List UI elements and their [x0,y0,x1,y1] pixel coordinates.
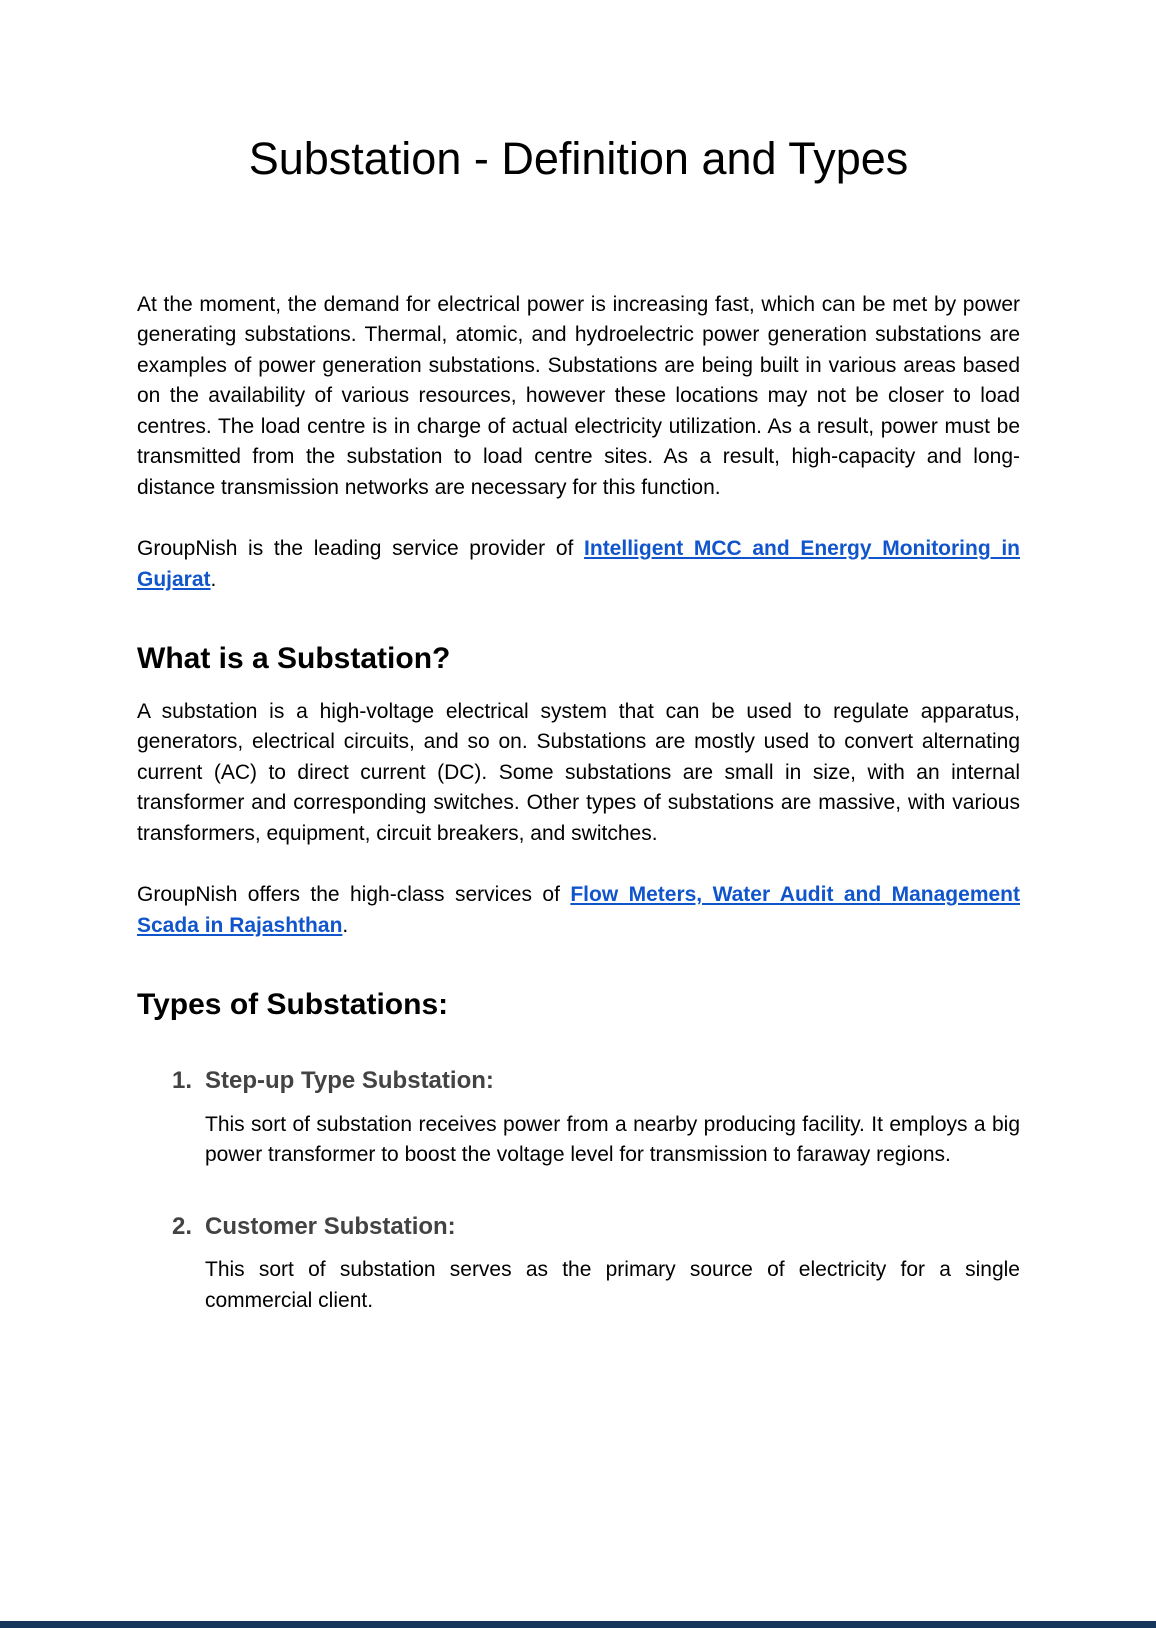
promo1-prefix: GroupNish is the leading service provider of [137,537,585,561]
document-page [0,132,1156,1316]
heading-what-is-a-substation: What is a Substation? [137,641,451,675]
intro-paragraph: At the moment, the demand for electrical power is increasing fast, which can be met by power generating substations. Thermal, atomic, and hydroelectric power generation substations are examples of power generation substations. Substations are being built in various areas based on the availability of various resources, however these locations may not be closer to load centres. The load centre is in charge of actual electricity utilization. As a result, power must be transmitted from the substation to load centre sites. As a result, high-capacity and long-distance transmission networks are necessary for this function. [137,293,1020,499]
footer-bar [0,1621,1156,1628]
list-item [137,1213,1020,1317]
link-flow-meters[interactable]: Flow Meters, Water Audit and Management Scada in Rajashthan [137,883,1020,937]
promo-paragraph-2 [137,880,1020,941]
what-is-substation-paragraph: A substation is a high-voltage electrical system that can be used to regulate apparatus, generators, electrical circuits, and so on. Substations are mostly used to convert alternating current (AC) to direct current (DC). Some substations are small in size, with an internal transformer and corresponding switches. Other types of substations are massive, with various transformers, equipment, circuit breakers, and switches. [137,699,1020,845]
list-item-heading-row [137,1067,1020,1096]
promo2-prefix: GroupNish offers the high-class services of [137,883,571,907]
promo1-suffix: . [210,567,217,591]
substation-types-list [137,1067,1020,1316]
list-item-body: This sort of substation serves as the primary source of electricity for a single commercial client. [205,1258,1020,1312]
link-intelligent-mcc[interactable]: Intelligent MCC and Energy Monitoring in Gujarat [137,537,1021,591]
list-item [137,1067,1020,1171]
list-item-heading: Customer Substation: [205,1212,456,1240]
list-item-number: 2. [172,1212,193,1240]
list-item-body: This sort of substation receives power from a nearby producing facility. It employs a big power transformer to boost the voltage level for transmission to faraway regions. [205,1112,1020,1167]
heading-types-of-substations: Types of Substations: [137,988,449,1021]
promo2-suffix: . [342,913,349,937]
list-item-heading-row [137,1213,1020,1242]
list-item-number: 1. [172,1067,193,1094]
list-item-heading: Step-up Type Substation: [205,1067,494,1094]
page-title: Substation - Definition and Types [248,133,909,184]
promo-paragraph-1 [137,534,1020,595]
